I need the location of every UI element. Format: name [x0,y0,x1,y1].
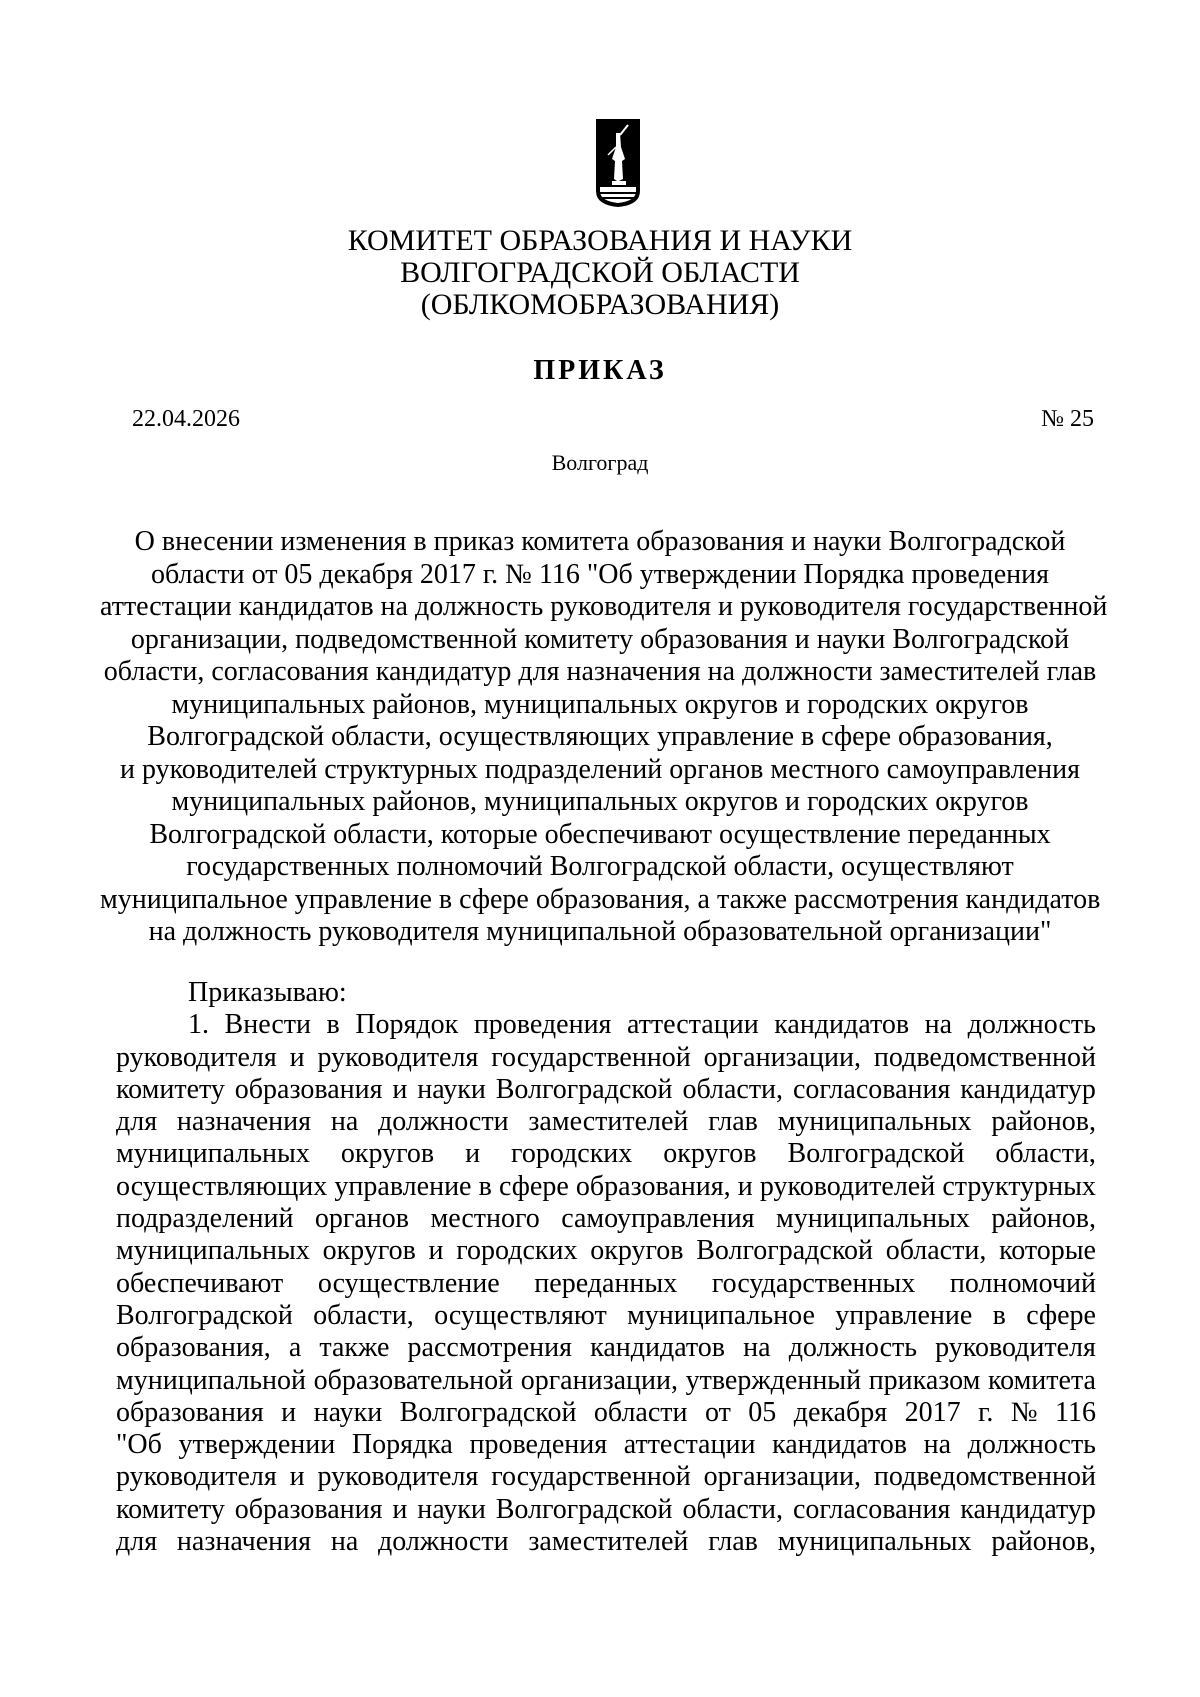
body-word: Волгоградской [696,1235,874,1267]
body-line [116,1009,1096,1041]
body-word: науки [313,1396,383,1428]
body-word: 2017 [904,1396,961,1428]
body-word: заместителей [528,1106,689,1138]
body-word: кандидатов [590,1332,726,1364]
body-word: городских [511,1138,633,1170]
body-word: области, [682,1493,784,1525]
body-word: и [289,1041,305,1073]
body-word: глав [708,1526,758,1558]
body-word: руководителя [317,1041,479,1073]
subject-line: аттестации кандидатов на должность руководителя и руководителя государственной [100,591,1108,622]
subject-line: муниципальное управление в сфере образования, а также рассмотрения кандидатов [100,883,1101,915]
body-word: должность [967,1009,1096,1041]
body-word: "Об [116,1429,162,1461]
body-word: государственной [491,1461,691,1493]
body-word: городских [456,1235,578,1267]
body-word: проведения [469,1429,608,1461]
body-word: рассмотрения [407,1332,573,1364]
subject-line: Волгоградской области, осуществляющих управление в сфере образования, [147,721,1053,752]
body-line [116,1171,1096,1203]
body-word: муниципальной [116,1364,307,1396]
body-word: в [992,1299,1006,1331]
document-type-title: ПРИКАЗ [533,355,667,386]
body-word: на [923,1429,951,1461]
body-word: самоуправления [561,1203,755,1235]
body-word: аттестации [623,1429,756,1461]
body-word: на [330,1106,359,1138]
body-word: назначения [176,1526,312,1558]
body-word: области, [313,1299,414,1331]
body-word: образования, [116,1332,271,1364]
subject-line: Волгоградской области, которые обеспечивают осуществление переданных [149,818,1051,850]
body-line [116,1074,1096,1106]
body-word: утверждении [178,1429,336,1461]
body-line [116,1332,1096,1364]
body-word: Волгоградской [116,1299,293,1331]
body-word: организации, [520,1364,679,1396]
body-word: в [478,1170,492,1202]
coat-of-arms-emblem [594,117,642,209]
body-word: и [281,1396,297,1428]
body-word: управление [334,1170,472,1202]
body-word: районов, [991,1526,1096,1558]
body-word: местного [430,1203,540,1235]
body-word: утвержденный [685,1364,862,1396]
body-word: сфере [499,1170,569,1202]
body-word: образования [234,1073,383,1105]
body-word: округов [663,1138,757,1170]
body-word: аттестации [626,1009,759,1041]
body-word: и [392,1073,408,1105]
body-word: 116 [1055,1396,1096,1428]
body-word: муниципальных [776,1203,970,1235]
body-word: подведомственной [873,1461,1096,1493]
document-number: № 25 [1041,406,1094,432]
body-word: организации, [703,1041,861,1073]
body-word: муниципальное [627,1299,815,1331]
body-word: руководителя [935,1332,1096,1364]
body-word: науки [417,1493,486,1525]
document-subject [100,526,1108,949]
org-line-1: КОМИТЕТ ОБРАЗОВАНИЯ И НАУКИ [347,224,853,257]
body-word: организации, [703,1461,861,1493]
body-word: муниципальных [777,1106,972,1138]
body-word: структурных [942,1170,1096,1202]
document-date: 22.04.2026 [132,406,240,432]
body-word: сфере [1026,1299,1096,1331]
body-word: руководителя [116,1461,277,1493]
body-line [116,1494,1096,1526]
body-word: Волгоградской [495,1073,673,1105]
body-word: муниципальных [116,1138,310,1170]
subject-line: государственных полномочий Волгоградской области, осуществляют [186,851,1014,882]
body-word: назначения [176,1106,312,1138]
body-word: и [392,1493,408,1525]
body-word: для [116,1526,158,1558]
body-word: № [1010,1396,1038,1428]
body-word: кандидатур [960,1493,1096,1525]
body-word: государственных [711,1267,916,1299]
body-line [116,1526,1096,1558]
body-word: образования [116,1396,264,1428]
subject-line: на должность руководителя муниципальной образовательной организации" [148,916,1052,947]
body-word: подведомственной [873,1041,1096,1073]
body-word: для [116,1106,158,1138]
body-word: 05 [748,1396,777,1428]
body-word: муниципальных [777,1526,972,1558]
body-word: округов [340,1138,435,1170]
body-word: Волгоградской [787,1138,965,1170]
body-word: Порядок [355,1009,459,1041]
body-word: кандидатур [960,1073,1096,1105]
body-line [116,1365,1096,1397]
body-word: на [924,1009,953,1041]
body-word: руководителя [317,1461,479,1493]
body-word: заместителей [528,1526,689,1558]
body-word: кандидатов [774,1009,910,1041]
body-word: органов [314,1203,410,1235]
body-line [116,1203,1096,1235]
body-line [116,1106,1096,1138]
body-word: Порядка [351,1429,453,1461]
body-word: и [289,1461,305,1493]
body-word: осуществление [317,1267,500,1299]
body-line [116,1300,1096,1332]
body-word: кандидатов [772,1429,907,1461]
body-word: округов [322,1235,416,1267]
body-word: и [465,1138,481,1170]
body-word: на [330,1526,359,1558]
body-line [116,1397,1096,1429]
body-word: на [743,1332,771,1364]
body-word: районов, [991,1106,1096,1138]
body-word: приказом [868,1364,981,1396]
body-word: области, [682,1073,784,1105]
body-word: и [428,1235,444,1267]
body-word: округов [590,1235,684,1267]
subject-line: и руководителей структурных подразделений органов местного самоуправления [119,753,1081,785]
body-word: Внести [224,1009,311,1041]
body-word: науки [417,1073,486,1105]
org-line-3: (ОБЛКОМОБРАЗОВАНИЯ) [420,288,780,321]
body-line [116,1042,1096,1074]
body-word: образования [234,1493,383,1525]
subject-line: области от 05 декабря 2017 г. № 116 "Об утверждении Порядка проведения [150,558,1050,590]
body-line [116,1461,1096,1493]
body-word: руководителей [759,1170,936,1202]
body-word: от [704,1396,731,1428]
body-word: переданных [534,1267,678,1299]
subject-line: организации, подведомственной комитету образования и науки Волгоградской [130,623,1070,655]
body-word: согласования [792,1493,951,1525]
body-word: полномочий [949,1267,1096,1299]
body-word: декабря [793,1396,888,1428]
body-word: также [319,1332,390,1364]
body-word: должность [788,1332,917,1364]
body-word: согласования [792,1073,951,1105]
subject-line: муниципальных районов, муниципальных округов и городских округов [171,786,1029,817]
order-body [116,977,1096,1558]
body-word: подразделений [116,1203,294,1235]
body-word: которые [999,1235,1096,1267]
body-word: проведения [473,1009,612,1041]
order-word: Приказываю: [188,977,347,1008]
body-word: и [737,1170,753,1202]
body-word: комитету [116,1493,225,1525]
body-word: глав [708,1106,758,1138]
org-line-2: ВОЛГОГРАДСКОЙ ОБЛАСТИ [400,256,800,289]
body-word: а [288,1332,302,1364]
body-word: области [593,1396,688,1428]
body-word: образования, [575,1170,731,1202]
body-word: Волгоградской [399,1396,577,1428]
body-word: должности [378,1526,509,1558]
body-word: районов, [991,1203,1096,1235]
body-word: обеспечивают [116,1267,284,1299]
body-word: осуществляющих [116,1170,328,1202]
body-word: муниципальных [116,1235,310,1267]
body-word: Волгоградской [495,1493,673,1525]
subject-line: области, согласования кандидатур для назначения на должности заместителей глав [103,656,1097,687]
body-word: области, [995,1138,1096,1170]
body-word: должность [967,1429,1096,1461]
subject-line: муниципальных районов, муниципальных округов и городских округов [171,688,1029,720]
body-word: должности [378,1106,509,1138]
body-line [116,1268,1096,1300]
organization-name [200,225,1000,321]
body-word: осуществляют [434,1299,607,1331]
subject-line: О внесении изменения в приказ комитета образования и науки Волгоградской [134,526,1066,557]
body-word: 1. [188,1009,209,1041]
body-word: г. [978,1396,994,1428]
body-word: комитету [116,1073,225,1105]
body-word: области, [885,1235,987,1267]
body-word: комитета [987,1364,1096,1396]
body-line [116,1429,1096,1461]
body-line [116,1235,1096,1267]
body-word: государственной [491,1041,691,1073]
body-word: в [326,1009,340,1041]
body-line [116,1138,1096,1170]
document-city: Волгоград [551,450,649,475]
body-word: управление [835,1299,973,1331]
body-word: руководителя [116,1041,277,1073]
body-word: образовательной [313,1364,514,1396]
